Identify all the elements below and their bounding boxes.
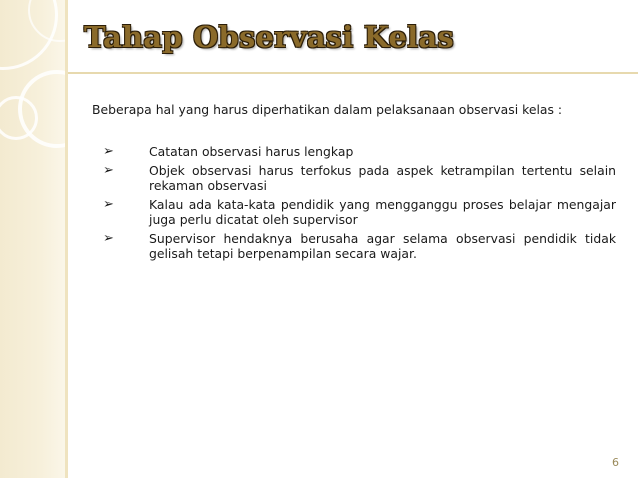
arrow-bullet-icon: ➢ [103,231,114,246]
arrow-bullet-icon: ➢ [103,197,114,212]
list-item [92,231,616,261]
list-item [92,144,616,159]
bullet-text: Catatan observasi harus lengkap [149,144,354,159]
intro-text: Beberapa hal yang harus diperhatikan dalam pelaksanaan observasi kelas : [92,102,563,117]
list-item [92,163,616,193]
arrow-bullet-icon: ➢ [103,144,114,159]
slide-title: Tahap Observasi Kelas [84,20,454,54]
page-number: 6 [612,456,619,469]
title-divider [68,72,638,74]
bullet-list [92,144,616,265]
list-item [92,197,616,227]
bullet-text: Kalau ada kata-kata pendidik yang mengganggu proses belajar mengajar juga perlu dicatat oleh supervisor [149,197,616,227]
decorative-left-band [0,0,68,478]
bullet-text: Supervisor hendaknya berusaha agar selama observasi pendidik tidak gelisah tetapi berpenampilan secara wajar. [149,231,616,261]
arrow-bullet-icon: ➢ [103,163,114,178]
bullet-text: Objek observasi harus terfokus pada aspek ketrampilan tertentu selain rekaman observasi [149,163,616,193]
